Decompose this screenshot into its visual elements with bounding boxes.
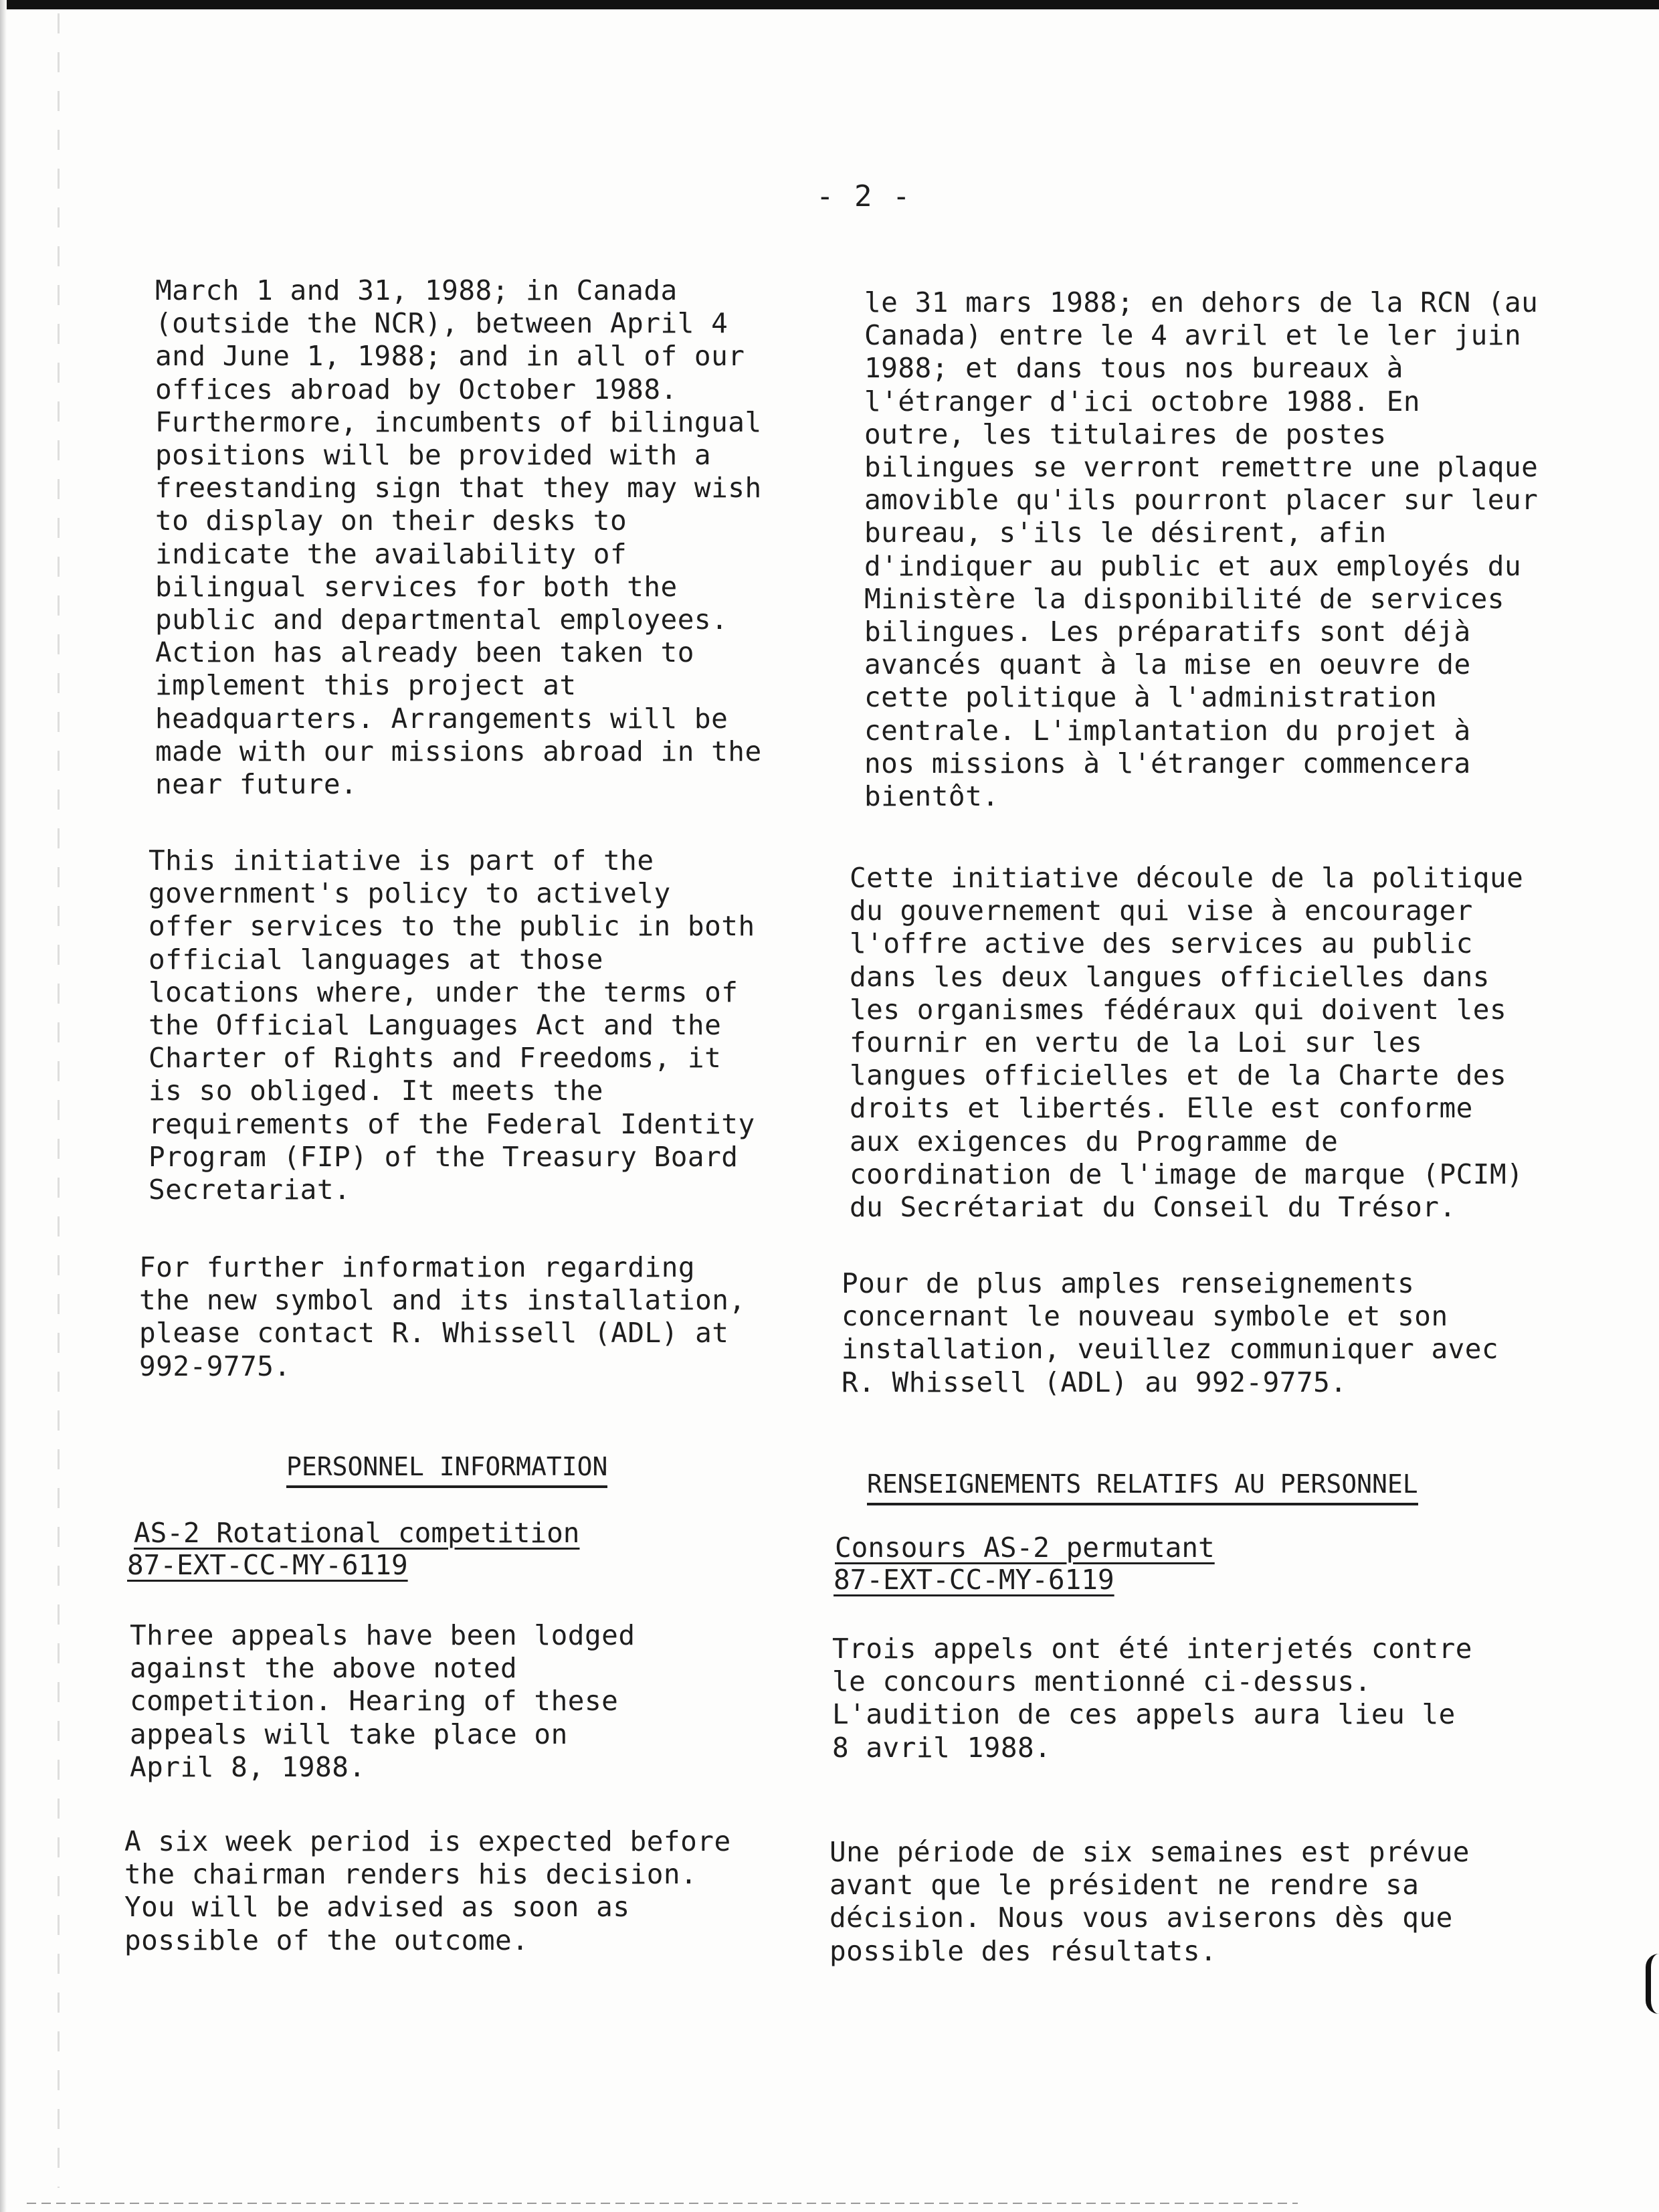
french-competition-number: 87-EXT-CC-MY-6119	[834, 1564, 1114, 1596]
scan-top-border	[0, 0, 1659, 9]
french-paragraph-5: Une période de six semaines est prévue avant que le président ne rendre sa décision. Nous vous aviserons dès que possible des résultats.	[830, 1836, 1470, 1967]
english-paragraph-1: March 1 and 31, 1988; in Canada (outside the NCR), between April 4 and June 1, 1988; and in all of our offices abroad by October 1988. Furthermore, incumbents of bilingual positions will be provided with a freestanding sign that they may wish to display on their desks to indicate the availability of bilingual services for both the public and departmental employees. Action has already been taken to implement this project at headquarters. Arrangements will be made with our missions abroad in the near future.	[155, 274, 762, 801]
french-paragraph-2: Cette initiative découle de la politique du gouvernement qui vise à encourager l'offre active des services au public dans les deux langues officielles dans les organismes fédéraux qui doivent les fournir en vertu de la Loi sur les langues officielles et de la Charte des droits et libertés. Elle est conforme aux exigences du Programme de coordination de l'image de marque (PCIM) du Secrétariat du Conseil du Trésor.	[850, 862, 1524, 1224]
english-competition-title: AS-2 Rotational competition	[134, 1517, 580, 1549]
scan-left-shadow	[0, 0, 7, 2212]
french-paragraph-4: Trois appels ont été interjetés contre le concours mentionné ci-dessus. L'audition de ces appels aura lieu le 8 avril 1988.	[832, 1633, 1472, 1764]
scan-binding-line	[58, 13, 60, 2188]
page-number: - 2 -	[816, 179, 912, 213]
scan-edge-mark	[1646, 1954, 1659, 2014]
english-paragraph-3: For further information regarding the new symbol and its installation, please contact R. Whissell (ADL) at 992-9775.	[139, 1251, 746, 1382]
french-paragraph-1: le 31 mars 1988; en dehors de la RCN (au Canada) entre le 4 avril et le ler juin 1988; et dans tous nos bureaux à l'étranger d'ici octobre 1988. En outre, les titulaires de postes bilingues se verront remettre une plaque amovible qu'ils pourront placer sur leur bureau, s'ils le désirent, afin d'indiquer au public et aux employés du Ministère la disponibilité de services bilingues. Les préparatifs sont déjà avancés quant à la mise en oeuvre de cette politique à l'administration centrale. L'implantation du projet à nos missions à l'étranger commencera bientôt.	[864, 286, 1539, 813]
french-competition-title: Consours AS-2 permutant	[835, 1532, 1215, 1564]
french-paragraph-3: Pour de plus amples renseignements concernant le nouveau symbole et son installation, veuillez communiquer avec R. Whissell (ADL) au 992-9775.	[842, 1267, 1499, 1398]
english-paragraph-5: A six week period is expected before the chairman renders his decision. You will be advised as soon as possible of the outcome.	[124, 1825, 731, 1956]
english-competition-number: 87-EXT-CC-MY-6119	[127, 1549, 408, 1581]
english-paragraph-2: This initiative is part of the government's policy to actively offer services to the public in both official languages at those locations where, under the terms of the Official Languages Act and the Charter of Rights and Freedoms, it is so obliged. It meets the requirements of the Federal Identity Program (FIP) of the Treasury Board Secretariat.	[149, 844, 755, 1206]
english-paragraph-4: Three appeals have been lodged against the above noted competition. Hearing of these appeals will take place on April 8, 1988.	[130, 1619, 636, 1783]
french-section-heading: RENSEIGNEMENTS RELATIFS AU PERSONNEL	[867, 1469, 1418, 1505]
scan-bottom-edge	[27, 2203, 1298, 2204]
english-section-heading: PERSONNEL INFORMATION	[286, 1452, 607, 1488]
